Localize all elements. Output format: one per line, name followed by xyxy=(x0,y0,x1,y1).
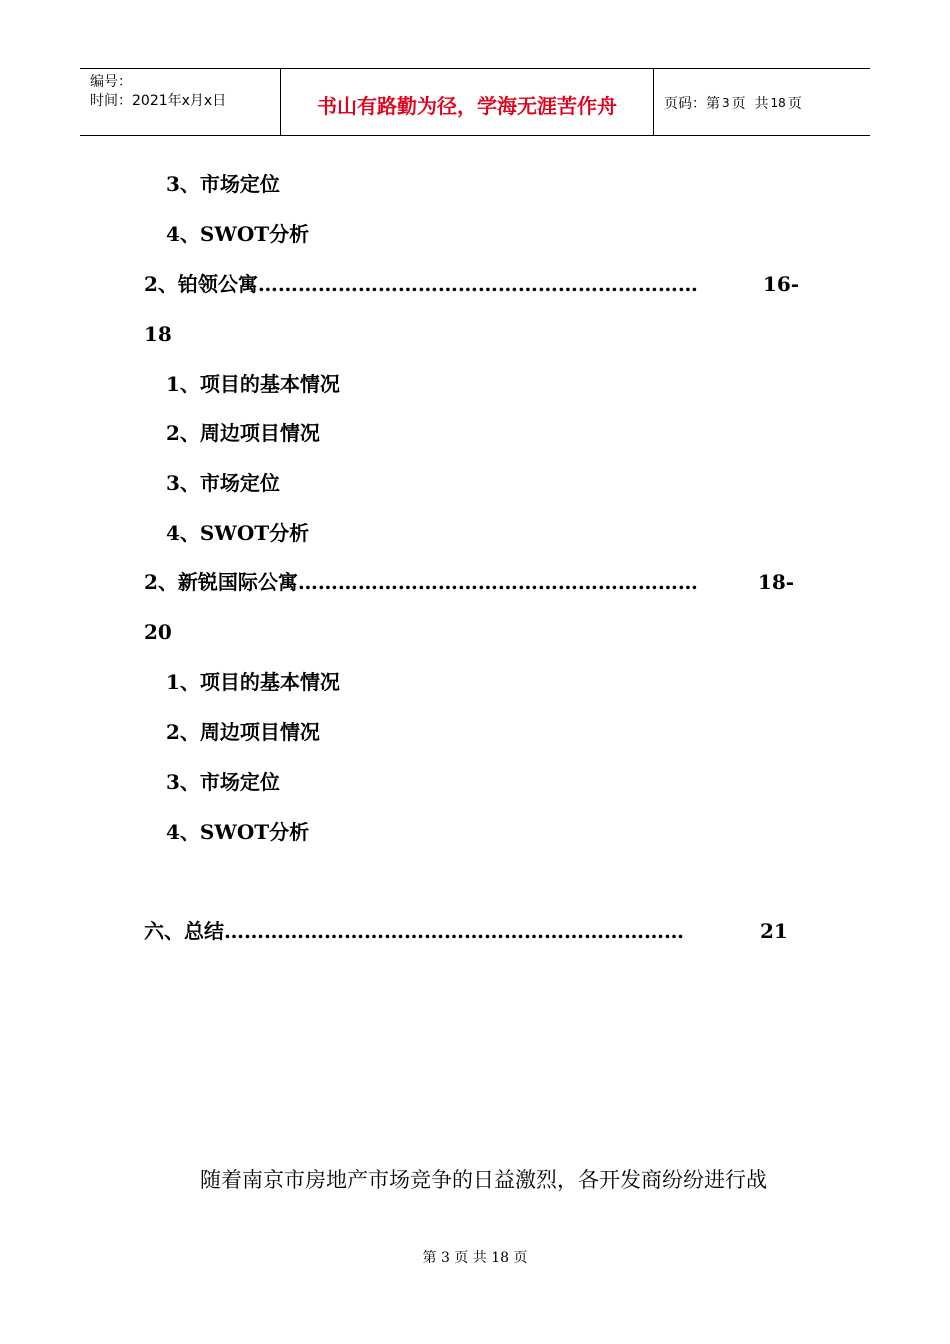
toc-leader-dots: ………………………………………………………… xyxy=(257,272,698,296)
toc-item: 1、项目的基本情况 xyxy=(166,670,340,694)
page-total: 18 xyxy=(770,96,786,110)
toc-page-continuation: 18 xyxy=(144,322,172,346)
toc-entry-page: 18- xyxy=(757,570,795,594)
toc-item: 2、周边项目情况 xyxy=(166,720,320,744)
toc-item: 3、市场定位 xyxy=(166,172,280,196)
toc-entry-title: 2、铂领公寓 xyxy=(144,272,258,296)
toc-item: 3、市场定位 xyxy=(166,770,280,794)
time-label: 时间：2021年x月x日 xyxy=(90,93,227,109)
toc-entry-page: 21 xyxy=(760,919,788,943)
page-header xyxy=(80,68,870,136)
page-prefix: 页码：第 xyxy=(664,96,720,112)
toc-page-continuation: 20 xyxy=(144,620,172,644)
toc-item: 3、市场定位 xyxy=(166,471,280,495)
toc-leader-dots: …………………………………………………………… xyxy=(224,919,684,943)
page-mid: 页 共 xyxy=(731,96,769,112)
toc-entry-title: 六、总结 xyxy=(144,919,224,943)
page-footer: 第 3 页 共 18 页 xyxy=(422,1250,528,1266)
toc-entry-xinruiguoji xyxy=(144,570,794,594)
toc-item: 4、SWOT分析 xyxy=(166,222,310,246)
header-info-cell xyxy=(80,69,281,135)
header-page-info xyxy=(654,69,870,135)
toc-item: 4、SWOT分析 xyxy=(166,521,310,545)
toc-entry-bolinggongyu xyxy=(144,272,799,296)
number-label: 编号： xyxy=(90,74,132,90)
header-motto: 书山有路勤为径，学海无涯苦作舟 xyxy=(281,69,654,135)
page-current: 3 xyxy=(722,96,730,110)
toc-item: 2、周边项目情况 xyxy=(166,421,320,445)
toc-entry-summary xyxy=(144,919,788,943)
toc-entry-page: 16- xyxy=(762,272,800,296)
toc-item: 4、SWOT分析 xyxy=(166,820,310,844)
page-suffix: 页 xyxy=(787,96,802,112)
body-paragraph: 随着南京市房地产市场竞争的日益激烈，各开发商纷纷进行战 xyxy=(200,1168,767,1192)
toc-entry-title: 2、新锐国际公寓 xyxy=(144,570,298,594)
toc-leader-dots: …………………………………………………… xyxy=(297,570,698,594)
toc-item: 1、项目的基本情况 xyxy=(166,372,340,396)
